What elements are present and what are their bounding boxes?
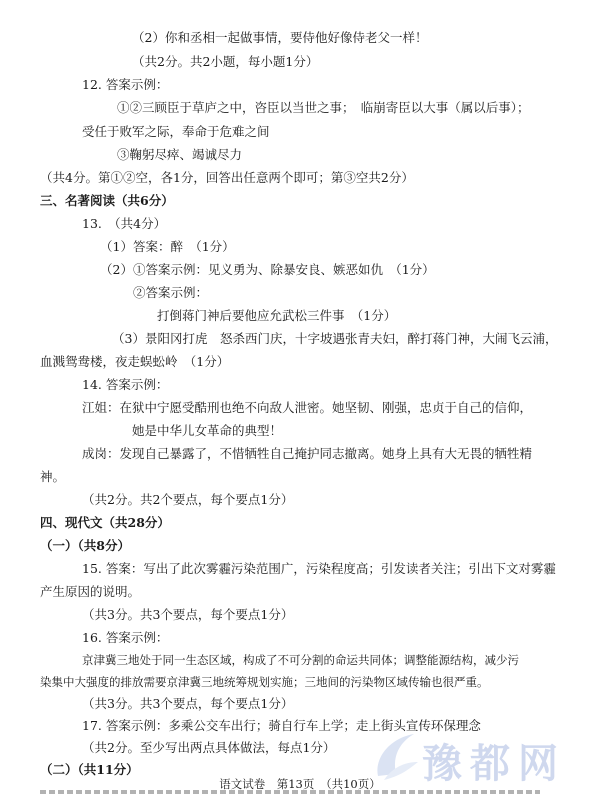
text-line: 12. 答案示例： (82, 77, 169, 92)
text-line: （共2分。共2小题，每小题1分） (132, 54, 319, 69)
section-heading: 四、现代文（共28分） (40, 515, 170, 530)
text-line: 染集中大强度的排放需要京津冀三地统筹规划实施；三地间的污染物区域传输也很严重。 (40, 675, 489, 689)
text-line: 成岗：发现自己暴露了，不惜牺牲自己掩护同志撤离。她身上具有大无畏的牺牲精 (82, 446, 533, 461)
text-line: （3）景阳冈打虎 怒杀西门庆，十字坡遇张青夫妇，醉打蒋门神，大闹飞云浦， (112, 331, 558, 346)
text-line: （2）①答案示例：见义勇为、除暴安良、嫉恶如仇 （1分） (100, 262, 435, 277)
text-line: 产生原因的说明。 (40, 584, 141, 599)
text-line: 京津冀三地处于同一生态区域，构成了不可分割的命运共同体；调整能源结构，减少污 (82, 653, 519, 667)
text-line: （共3分。共3个要点，每个要点1分） (82, 607, 294, 622)
section-heading: 三、名著阅读（共6分） (40, 193, 174, 208)
text-line: 打倒蒋门神后要他应允武松三件事 （1分） (157, 308, 397, 323)
subsection-heading: （一）（共8分） (40, 538, 130, 553)
text-line: 16. 答案示例： (82, 630, 169, 645)
text-line: （2）你和丞相一起做事情，要侍他好像侍老父一样！ (132, 30, 428, 45)
text-line: 受任于败军之际，奉命于危难之间 (82, 124, 270, 139)
text-line: （共4分。第①②空，各1分，回答出任意两个即可；第③空共2分） (40, 170, 414, 185)
text-line: 14. 答案示例： (82, 377, 169, 392)
text-line: ③鞠躬尽瘁、竭诚尽力 (117, 147, 243, 162)
cut-text-fragment (40, 790, 540, 794)
subsection-heading: （二）（共11分） (40, 762, 139, 777)
text-line: （共2分。共2个要点，每个要点1分） (82, 492, 294, 507)
text-line: 17. 答案示例：多乘公交车出行；骑自行车上学；走上街头宣传环保理念 (82, 718, 481, 733)
text-line: ①②三顾臣于草庐之中，咨臣以当世之事； 临崩寄臣以大事（属以后事）； (117, 100, 530, 115)
text-line: 15. 答案：写出了此次雾霾污染范围广，污染程度高；引发读者关注；引出下文对雾霾 (82, 561, 556, 576)
text-line: 江姐：在狱中宁愿受酷刑也绝不向敌人泄密。她坚韧、刚强，忠贞于自己的信仰， (82, 400, 533, 415)
text-line: （1）答案：醉 （1分） (100, 239, 235, 254)
page-footer: 语文试卷 第13页 （共10页） (219, 777, 381, 791)
text-line: 神。 (40, 469, 66, 484)
text-line: ②答案示例： (133, 285, 209, 300)
text-line: 13. （共4分） (82, 216, 167, 231)
text-line: 她是中华儿女革命的典型！ (132, 423, 283, 438)
text-line: （共3分。共3个要点，每个要点1分） (82, 696, 294, 711)
text-line: （共2分。至少写出两点具体做法，每点1分） (82, 740, 336, 755)
text-line: 血溅鸳鸯楼，夜走蜈蚣岭 （1分） (40, 354, 230, 369)
watermark-text: 豫都网 (422, 741, 566, 787)
